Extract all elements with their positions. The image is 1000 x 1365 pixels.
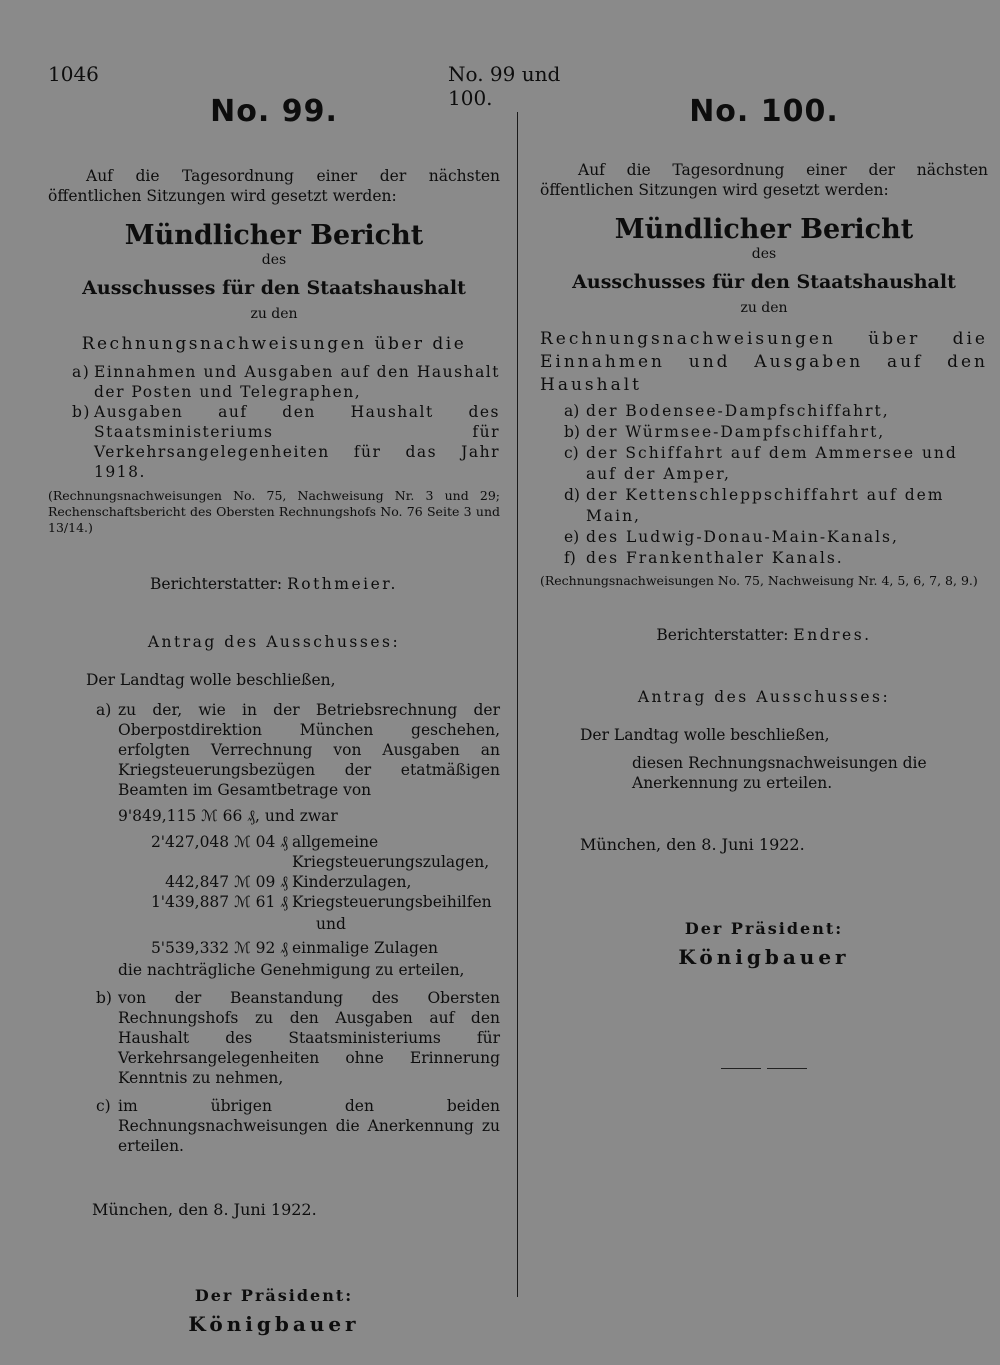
motion-b [48, 988, 500, 1088]
reference-note: (Rechnungsnachweisungen No. 75, Nachweisung Nr. 4, 5, 6, 7, 8, 9.) [540, 573, 978, 588]
motion-heading: Antrag des Ausschusses: [637, 688, 891, 706]
motion-a [48, 700, 500, 800]
motion-heading: Antrag des Ausschusses: [147, 633, 401, 651]
page-number: 1046 [48, 62, 99, 86]
item-label: d) [564, 486, 580, 504]
item-label: e) [564, 528, 580, 546]
item-label: c) [564, 444, 579, 462]
president-name: Königbauer [678, 945, 850, 969]
list-item [540, 443, 988, 485]
amount-value: 442,847 ℳ 09 ₰ [165, 873, 288, 891]
item-text: der Kettenschleppschiffahrt auf dem Main, [586, 486, 945, 525]
zu-den-line: zu den [740, 300, 788, 316]
und-line [48, 914, 500, 934]
end-dash [767, 1068, 807, 1069]
und-word: und [316, 915, 346, 933]
item-text: des Ludwig-Donau-Main-Kanals, [586, 528, 899, 546]
amount-text: einmalige Zulagen [292, 939, 439, 957]
report-subject: Rechnungsnachweisungen über die Einnahmen und Ausgaben auf den Haushalt [540, 329, 988, 395]
amount-value: 5'539,332 ℳ 92 ₰ [150, 939, 288, 957]
report-subject: Rechnungsnachweisungen über die [81, 334, 467, 354]
motion-b-text: von der Beanstandung des Obersten Rechnungshofs zu den Ausgaben auf den Haushalt des Staatsministeriums für Verkehrsangelegenheiten ohne Erinnerung Kenntnis zu nehmen, [118, 989, 500, 1087]
committee-name: Ausschusses für den Staatshaushalt [82, 277, 466, 299]
reporter-name: Endres. [793, 626, 872, 644]
document-number: No. 99. [210, 94, 338, 129]
reporter-line [48, 574, 500, 594]
intro-text: Auf die Tagesordnung einer der nächsten öffentlichen Sitzungen wird gesetzt werden: [48, 167, 500, 205]
approval-line: die nachträgliche Genehmigung zu erteilen, [118, 961, 465, 979]
item-text: der Würmsee-Dampfschiffahrt, [586, 423, 886, 441]
zu-den-line: zu den [250, 306, 298, 322]
report-title: Mündlicher Bericht [614, 214, 914, 245]
total-amount: 9'849,115 ℳ 66 ₰, und zwar [118, 807, 338, 825]
reporter-name: Rothmeier. [287, 575, 398, 593]
item-label: b) [564, 423, 580, 441]
page-header [48, 62, 600, 110]
reporter-line [540, 625, 988, 645]
amount-row [48, 872, 500, 892]
item-text: der Schiffahrt auf dem Ammersee und auf der Amper, [586, 444, 958, 483]
amount-row [48, 832, 500, 871]
end-rule [540, 1057, 988, 1077]
column-divider [517, 112, 518, 1297]
motion-c-text: im übrigen den beiden Rechnungsnachweisungen die Anerkennung zu erteilen. [118, 1097, 500, 1155]
list-item [48, 402, 500, 482]
list-item [540, 422, 988, 443]
item-label: a) [72, 363, 91, 381]
amount-text: Kinderzulagen, [292, 873, 412, 891]
item-text: der Bodensee-Dampfschiffahrt, [586, 402, 890, 420]
intro-text: Auf die Tagesordnung einer der nächsten öffentlichen Sitzungen wird gesetzt werden: [540, 161, 988, 199]
list-item [540, 401, 988, 422]
item-text: Ausgaben auf den Haushalt des Staatsministeriums für Verkehrsangelegenheiten für das Jahr 1918. [94, 403, 500, 481]
report-title: Mündlicher Bericht [124, 220, 424, 251]
end-dash [721, 1068, 761, 1069]
date-line: München, den 8. Juni 1922. [580, 835, 805, 854]
document-number: No. 100. [689, 94, 839, 129]
des-line: des [751, 246, 777, 262]
resolve-line: Der Landtag wolle beschließen, [86, 671, 336, 689]
running-title: No. 99 und 100. [448, 62, 561, 110]
reporter-label: Berichterstatter: [656, 626, 789, 644]
president-label: Der Präsident: [684, 919, 844, 938]
item-label: a) [96, 701, 112, 719]
amount-value: 2'427,048 ℳ 04 ₰ [150, 833, 288, 851]
amount-value: 1'439,887 ℳ 61 ₰ [150, 893, 288, 911]
item-text: des Frankenthaler Kanals. [586, 549, 844, 567]
amount-text: allgemeine Kriegsteuerungszulagen, [292, 833, 490, 871]
item-label: b) [72, 403, 91, 421]
motion-c [48, 1096, 500, 1156]
item-label: b) [96, 989, 112, 1007]
list-item [540, 548, 988, 569]
motion-a-text: zu der, wie in der Betriebsrechnung der Oberpostdirektion München geschehen, erfolgten Verrechnung von Ausgaben an Kriegsteuerungsbezügen der etatmäßigen Beamten im Gesamtbetrage von [118, 701, 500, 799]
committee-name: Ausschusses für den Staatshaushalt [572, 271, 956, 293]
item-text: Einnahmen und Ausgaben auf den Haushalt der Posten und Telegraphen, [94, 363, 500, 401]
document-no-100 [540, 94, 988, 1077]
amount-row [48, 938, 500, 958]
reporter-label: Berichterstatter: [150, 575, 283, 593]
amount-text: Kriegsteuerungsbeihilfen [292, 893, 492, 911]
subject-items [48, 362, 500, 482]
resolve-text: diesen Rechnungsnachweisungen die Anerkennung zu erteilen. [632, 754, 927, 792]
list-item [540, 485, 988, 527]
list-item [48, 362, 500, 402]
resolve-line: Der Landtag wolle beschließen, [580, 726, 830, 744]
item-label: f) [564, 549, 576, 567]
president-label: Der Präsident: [194, 1286, 354, 1305]
amount-breakdown [48, 832, 500, 958]
amount-row [48, 892, 500, 912]
president-name: Königbauer [188, 1312, 360, 1336]
subject-items [540, 401, 988, 569]
des-line: des [261, 252, 287, 268]
document-no-99 [48, 94, 500, 1336]
item-label: a) [564, 402, 580, 420]
item-label: c) [96, 1097, 111, 1115]
reference-note: (Rechnungsnachweisungen No. 75, Nachweisung Nr. 3 und 29; Rechenschaftsbericht des Obersten Rechnungshofs No. 76 Seite 3 und 13/14.) [48, 488, 500, 535]
list-item [540, 527, 988, 548]
date-line: München, den 8. Juni 1922. [92, 1200, 317, 1219]
